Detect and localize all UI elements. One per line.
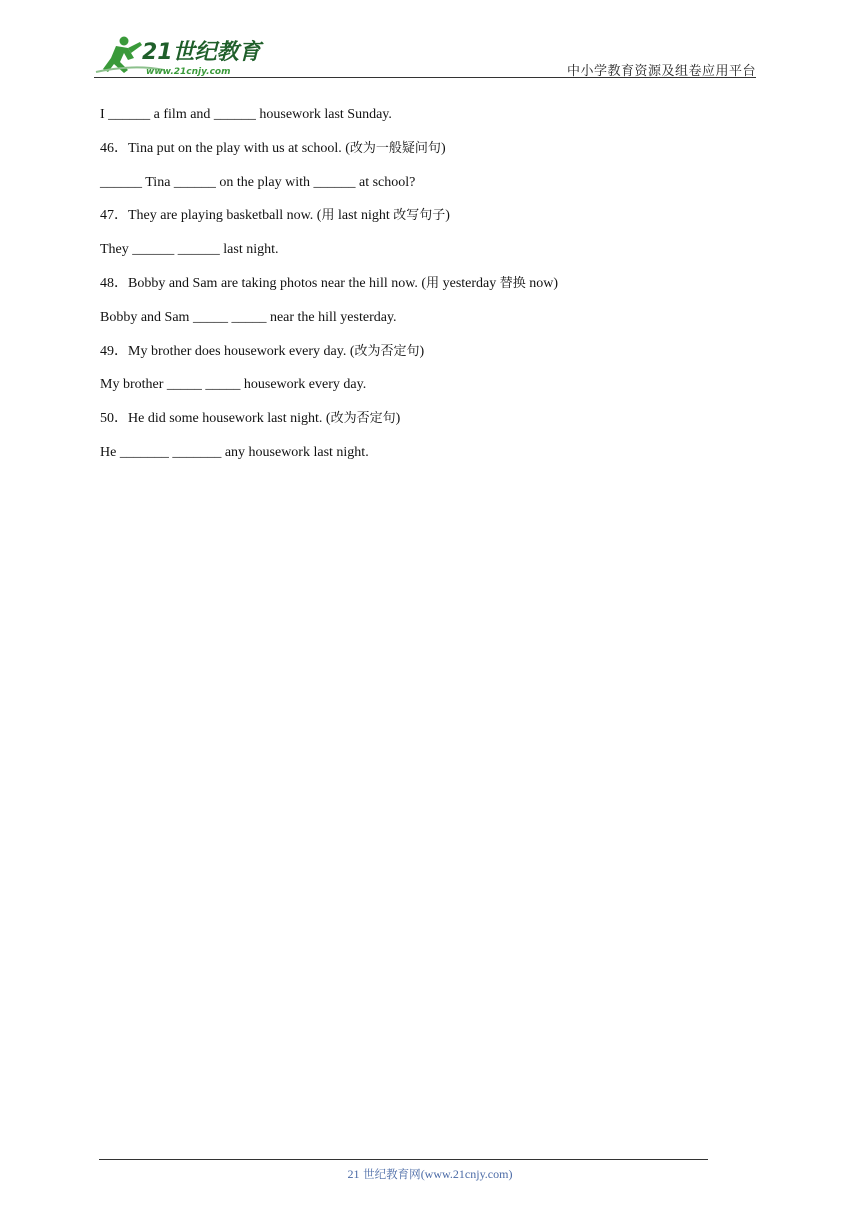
line-text: ______ Tina ______ on the play with ______ at school? bbox=[100, 174, 416, 190]
question-text: 46．Tina put on the play with us at school. ( bbox=[100, 140, 350, 156]
header-divider bbox=[94, 77, 756, 78]
question-50 bbox=[100, 409, 740, 429]
footer-divider bbox=[99, 1159, 708, 1160]
answer-line-50 bbox=[100, 443, 740, 463]
logo-url: www.21cnjy.com bbox=[146, 67, 231, 77]
question-49 bbox=[100, 342, 740, 362]
answer-line-45 bbox=[100, 105, 740, 125]
question-48 bbox=[100, 274, 740, 294]
instruction-close: ) bbox=[419, 343, 425, 359]
line-text: My brother _____ _____ housework every day. bbox=[100, 377, 367, 393]
instruction-close: ) bbox=[440, 140, 446, 156]
footer-url: (www.21cnjy.com) bbox=[420, 1167, 513, 1181]
answer-line-49 bbox=[100, 375, 740, 395]
instruction-text: 改为一般疑问句 bbox=[349, 140, 441, 156]
question-47 bbox=[100, 206, 740, 226]
logo-text: 21世纪教育 bbox=[142, 40, 261, 65]
instruction-close: ) bbox=[395, 411, 401, 427]
answer-line-46 bbox=[100, 173, 740, 193]
line-text: Bobby and Sam _____ _____ near the hill yesterday. bbox=[100, 309, 397, 325]
instruction-keyword: last night bbox=[334, 208, 394, 224]
page-header bbox=[94, 32, 756, 78]
instruction-keyword: yesterday bbox=[439, 275, 500, 291]
question-text: 47．They are playing basketball now. ( bbox=[100, 208, 322, 224]
platform-title: 中小学教育资源及组卷应用平台 bbox=[566, 64, 756, 79]
answer-line-48 bbox=[100, 308, 740, 328]
instruction-close: now) bbox=[525, 275, 559, 291]
instruction-text: 用 bbox=[321, 208, 335, 224]
exercise-content bbox=[100, 105, 740, 477]
logo-21cnjy bbox=[94, 32, 264, 78]
question-text: 49．My brother does housework every day. ( bbox=[100, 343, 355, 359]
page-footer bbox=[0, 1166, 860, 1182]
line-text: He _______ _______ any housework last night. bbox=[100, 444, 369, 460]
instruction-text: 用 bbox=[426, 275, 440, 291]
footer-site-name: 世纪教育网 bbox=[359, 1167, 421, 1181]
instruction-text: 改为否定句 bbox=[354, 343, 420, 359]
instruction-text: 改为否定句 bbox=[330, 411, 396, 427]
line-text: They ______ ______ last night. bbox=[100, 242, 279, 258]
line-text: I ______ a film and ______ housework last Sunday. bbox=[100, 107, 392, 122]
instruction-text-2: 改写句子 bbox=[393, 208, 446, 224]
question-text: 50．He did some housework last night. ( bbox=[100, 411, 331, 427]
instruction-text-2: 替换 bbox=[499, 275, 526, 291]
answer-line-47 bbox=[100, 240, 740, 260]
question-46 bbox=[100, 139, 740, 159]
footer-prefix: 21 bbox=[347, 1167, 360, 1181]
instruction-close: ) bbox=[445, 208, 450, 224]
question-text: 48．Bobby and Sam are taking photos near the hill now. ( bbox=[100, 275, 427, 291]
